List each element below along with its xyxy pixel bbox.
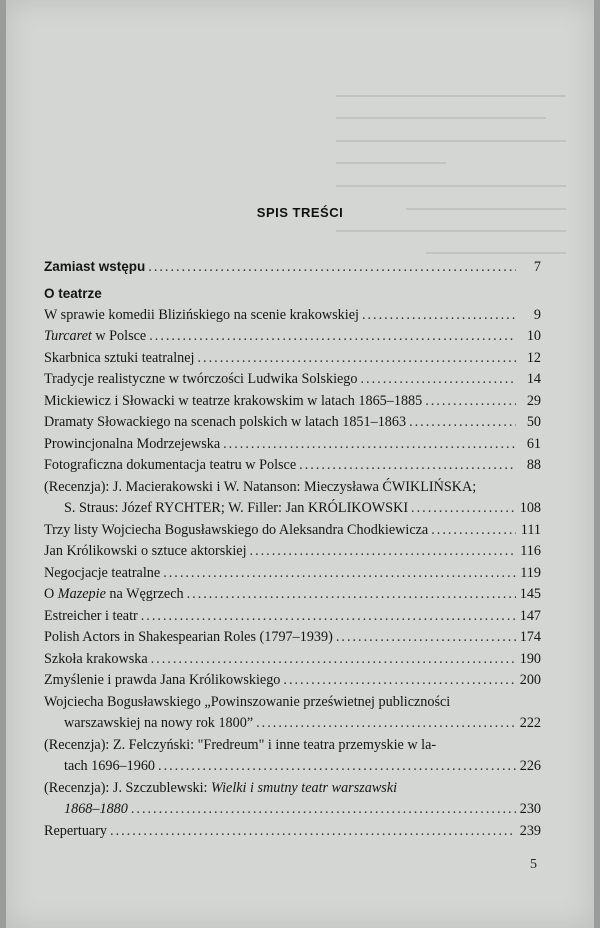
- italic-title: Wielki i smutny teatr warszawski: [211, 779, 398, 796]
- dot-leader: [409, 412, 516, 434]
- toc-entry[interactable]: [44, 584, 541, 606]
- page-title: SPIS TREŚCI: [256, 205, 344, 220]
- toc-entry-multiline[interactable]: [44, 477, 541, 520]
- toc-entry-line1: [44, 778, 541, 800]
- toc-entry-line1: (Recenzja): J. Macierakowski i W. Natanson: Mieczysława ĆWIKLIŃSKA;: [44, 478, 477, 495]
- dot-leader: [299, 455, 516, 477]
- toc-entry-line2-row: [44, 713, 541, 735]
- dot-leader: [158, 756, 516, 778]
- toc-entry-line2: tach 1696–1960: [64, 758, 156, 774]
- toc-page-number: 29: [526, 392, 541, 409]
- dot-leader: [361, 369, 517, 391]
- toc-page-number: 145: [519, 586, 541, 602]
- toc-page-number: 230: [519, 801, 541, 817]
- toc-entry[interactable]: [44, 670, 541, 692]
- toc-page-number: 14: [526, 371, 541, 387]
- toc-entry-line2-row: [44, 756, 541, 778]
- toc-entry-title: Trzy listy Wojciecha Bogusławskiego do Aleksandra Chodkiewicza: [44, 521, 429, 538]
- toc-page-number: 88: [526, 457, 541, 473]
- toc-page-number: 190: [519, 650, 541, 667]
- dot-leader: [283, 670, 516, 692]
- line1-prefix: (Recenzja): J. Szczublewski:: [44, 779, 212, 796]
- dot-leader: [223, 434, 516, 456]
- italic-title: Mazepie: [57, 586, 106, 602]
- title-prefix: O: [44, 586, 58, 602]
- toc-page-number: 50: [526, 414, 541, 430]
- dot-leader: [250, 541, 516, 563]
- toc-page-number: 147: [519, 607, 541, 624]
- dot-leader: [141, 606, 516, 628]
- toc-entry-title: [44, 584, 184, 606]
- dot-leader: [425, 391, 516, 413]
- toc-entry[interactable]: [44, 391, 541, 413]
- title-rest: na Węgrzech: [105, 586, 184, 602]
- toc-entry[interactable]: [44, 627, 541, 649]
- toc-entry-title: Prowincjonalna Modrzejewska: [44, 435, 221, 452]
- toc-entry-title: W sprawie komedii Blizińskiego na scenie krakowskiej: [44, 306, 359, 323]
- toc-entry-title: Estreicher i teatr: [44, 607, 138, 624]
- toc-entry-title: Repertuary: [44, 822, 108, 839]
- toc-entry-multiline[interactable]: [44, 778, 541, 821]
- toc-entry[interactable]: [44, 369, 541, 391]
- toc-entry-line2: 1868–1880: [64, 801, 128, 817]
- table-of-contents: [44, 256, 541, 842]
- toc-entry-line1: (Recenzja): Z. Felczyński: "Fredreum" i inne teatra przemyskie w la-: [44, 736, 437, 753]
- toc-page-number: 116: [520, 543, 541, 559]
- toc-page-number: 10: [526, 328, 541, 344]
- toc-entry-line2: S. Straus: Józef RYCHTER; W. Filler: Jan KRÓLIKOWSKI: [64, 500, 409, 516]
- toc-entry[interactable]: [44, 434, 541, 456]
- toc-entry-title: [44, 326, 146, 348]
- toc-entry[interactable]: [44, 520, 541, 542]
- toc-entry[interactable]: [44, 348, 541, 370]
- dot-leader: [187, 584, 516, 606]
- toc-entry[interactable]: [44, 305, 541, 327]
- dot-leader: [256, 713, 516, 735]
- toc-page-number: 222: [519, 715, 541, 731]
- toc-entry-title: Szkoła krakowska: [44, 650, 148, 667]
- page-number: 5: [530, 857, 537, 872]
- toc-entry-title: Polish Actors in Shakespearian Roles (1797–1939): [44, 629, 333, 645]
- dot-leader: [131, 799, 516, 821]
- toc-entry-line2-row: [44, 799, 541, 821]
- toc-entry-title: Dramaty Słowackiego na scenach polskich w latach 1851–1863: [44, 414, 407, 430]
- toc-entry[interactable]: [44, 649, 541, 671]
- toc-page-number: 61: [526, 435, 541, 452]
- toc-entry[interactable]: [44, 455, 541, 477]
- toc-entry-intro[interactable]: [44, 256, 541, 278]
- toc-page-number: 9: [533, 306, 541, 323]
- toc-entry-multiline[interactable]: [44, 735, 541, 778]
- section-heading: O teatrze: [44, 285, 102, 301]
- toc-page-number: 200: [519, 672, 541, 688]
- dot-leader: [149, 326, 516, 348]
- dot-leader: [411, 498, 516, 520]
- toc-entry[interactable]: [44, 541, 541, 563]
- toc-entry-title: Zamiast wstępu: [44, 259, 146, 274]
- toc-page-number: 12: [526, 349, 541, 366]
- toc-entry-title: Negocjacje teatralne: [44, 564, 161, 581]
- toc-page-number: 108: [519, 500, 541, 516]
- toc-page-number: 7: [533, 259, 541, 275]
- dot-leader: [110, 821, 516, 843]
- toc-entry-title: Zmyślenie i prawda Jana Królikowskiego: [44, 672, 281, 688]
- toc-entry-title: Skarbnica sztuki teatralnej: [44, 349, 195, 366]
- dot-leader: [336, 627, 516, 649]
- toc-entry-title: Mickiewicz i Słowacki w teatrze krakowskim w latach 1865–1885: [44, 392, 423, 409]
- dot-leader: [163, 563, 516, 585]
- toc-entry[interactable]: [44, 821, 541, 843]
- italic-title: Turcaret: [44, 328, 92, 344]
- toc-entry[interactable]: [44, 606, 541, 628]
- dot-leader: [151, 649, 516, 671]
- book-page: [6, 0, 594, 928]
- toc-page-number: 174: [519, 629, 541, 645]
- toc-entry-multiline[interactable]: [44, 692, 541, 735]
- toc-entry-line1: Wojciecha Bogusławskiego „Powinszowanie prześwietnej publiczności: [44, 693, 451, 710]
- title-rest: w Polsce: [91, 328, 147, 344]
- toc-page-number: 111: [520, 521, 541, 538]
- toc-page-number: 119: [520, 564, 541, 581]
- dot-leader: [362, 305, 516, 327]
- toc-page-number: 226: [519, 758, 541, 774]
- toc-entry-title: Jan Królikowski o sztuce aktorskiej: [44, 543, 247, 559]
- toc-entry[interactable]: [44, 412, 541, 434]
- dot-leader: [198, 348, 517, 370]
- toc-entry-line2: warszawskiej na nowy rok 1800”: [64, 715, 254, 731]
- toc-entry-title: Fotograficzna dokumentacja teatru w Polsce: [44, 457, 297, 473]
- toc-page-number: 239: [519, 822, 541, 839]
- toc-entry[interactable]: [44, 326, 541, 348]
- toc-entry[interactable]: [44, 563, 541, 585]
- dot-leader: [431, 520, 516, 542]
- dot-leader: [148, 257, 516, 279]
- toc-entry-title: Tradycje realistyczne w twórczości Ludwika Solskiego: [44, 371, 358, 387]
- toc-entry-line2-row: [44, 498, 541, 520]
